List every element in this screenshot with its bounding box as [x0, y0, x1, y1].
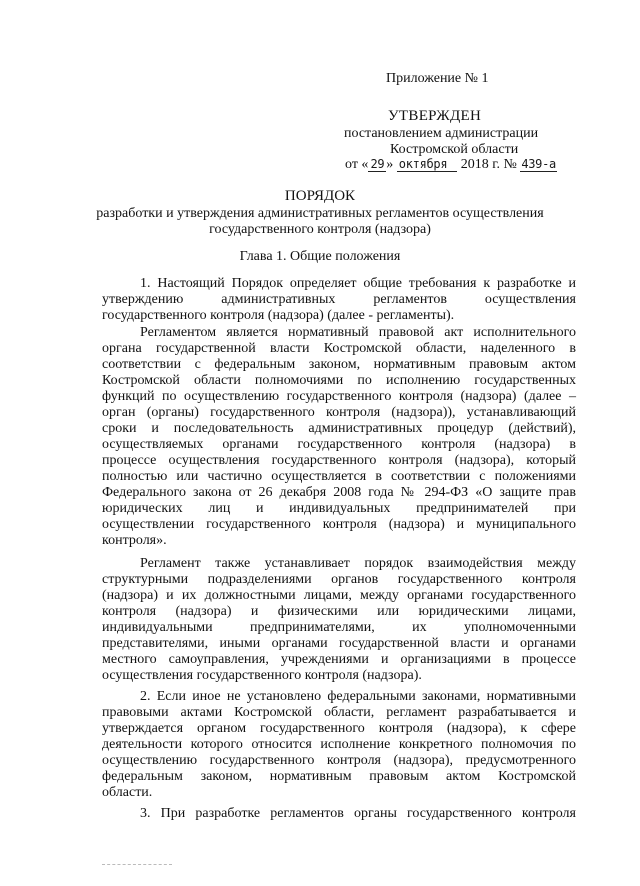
date-mid: » — [386, 157, 394, 172]
text-line: сроки и последовательность административных процедур (действий), — [102, 421, 576, 436]
text-line: федеральным законом, нормативным правовым актом Костромской — [102, 769, 576, 784]
text-line: контроля (надзора) и физическими или юридическими лицами, — [102, 604, 576, 619]
text-line: местного самоуправления, учреждениями и организациями в процессе — [102, 652, 576, 667]
text-line: орган (органы) государственного контроля (надзора)), устанавливающий — [102, 405, 576, 420]
text-line: области. — [102, 785, 153, 800]
paragraph-5 — [102, 806, 576, 822]
text-line: Регламентом является нормативный правовой акт исполнительного — [140, 325, 576, 340]
chapter-heading: Глава 1. Общие положения — [239, 249, 401, 264]
footer-divider — [102, 864, 172, 865]
date-year: 2018 г. № — [460, 157, 517, 172]
text-line: осуществляемых органами государственного контроля (надзора) в — [102, 437, 576, 452]
date-day: 29 — [370, 157, 385, 171]
text-line: государственного контроля (надзора) (далее - регламенты). — [102, 308, 455, 323]
text-line: утверждается органом государственного контроля (надзора), к сфере — [102, 721, 576, 736]
text-line: осуществления государственного контроля (надзора). — [102, 668, 422, 683]
date-prefix: от « — [345, 157, 369, 172]
text-line: функций по осуществлению государственного контроля (надзора) (далее – — [102, 389, 576, 404]
decree-line-1: постановлением администрации — [344, 126, 539, 141]
text-line: 2. Если иное не установлено федеральными законами, нормативными — [140, 689, 576, 704]
document-title: ПОРЯДОК — [284, 188, 356, 204]
text-line: осуществлении государственного контроля (надзора) и муниципального — [102, 517, 576, 532]
text-line: утверждению административных регламентов осуществления — [102, 292, 576, 307]
appendix-label: Приложение № 1 — [386, 71, 489, 86]
paragraph-4 — [102, 689, 576, 801]
text-line: юридических лиц и индивидуальных предпринимателей при — [102, 501, 576, 516]
paragraph-2 — [102, 325, 576, 549]
text-line: структурными подразделениями органов государственного контроля — [102, 572, 576, 587]
text-line: Костромской области полномочиями по исполнению государственных — [102, 373, 576, 388]
text-line: полностью или частично осуществляется в соответствии с положениями — [102, 469, 576, 484]
text-line: Федерального закона от 26 декабря 2008 года № 294-ФЗ «О защите прав — [102, 485, 576, 500]
text-line: представителями, иными органами государственной власти и органами — [102, 636, 576, 651]
paragraph-3 — [102, 556, 576, 684]
paragraph-1 — [102, 276, 576, 324]
text-line: индивидуальными предпринимателями, их уполномоченными — [102, 620, 576, 635]
document-subtitle-line-2: государственного контроля (надзора) — [209, 222, 431, 237]
text-line: (надзора) и их должностными лицами, между органами государственного — [102, 588, 576, 603]
text-line: 1. Настоящий Порядок определяет общие требования к разработке и — [140, 276, 576, 291]
document-subtitle-line-1: разработки и утверждения административных регламентов осуществления — [96, 206, 544, 221]
text-line: процессе осуществления государственного контроля (надзора), который — [102, 453, 576, 468]
approved-heading: УТВЕРЖДЕН — [388, 108, 482, 124]
text-line: правовыми актами Костромской области, регламент разрабатывается и — [102, 705, 576, 720]
decree-line-2: Костромской области — [390, 142, 519, 157]
date-month: октября — [397, 157, 457, 172]
date-number: 439-а — [521, 157, 556, 171]
text-line: 3. При разработке регламентов органы государственного контроля — [140, 806, 576, 821]
text-line: осуществлению государственного контроля (надзора), предусмотренного — [102, 753, 576, 768]
text-line: деятельности которого относится исполнение конкретного полномочия по — [102, 737, 576, 752]
text-line: органа государственной власти Костромской области, наделенного в — [102, 341, 576, 356]
text-line: соответствии с федеральным законом, нормативным правовым актом — [102, 357, 576, 372]
decree-date-line — [345, 157, 557, 173]
text-line: Регламент также устанавливает порядок взаимодействия между — [140, 556, 576, 571]
text-line: контроля». — [102, 533, 167, 548]
